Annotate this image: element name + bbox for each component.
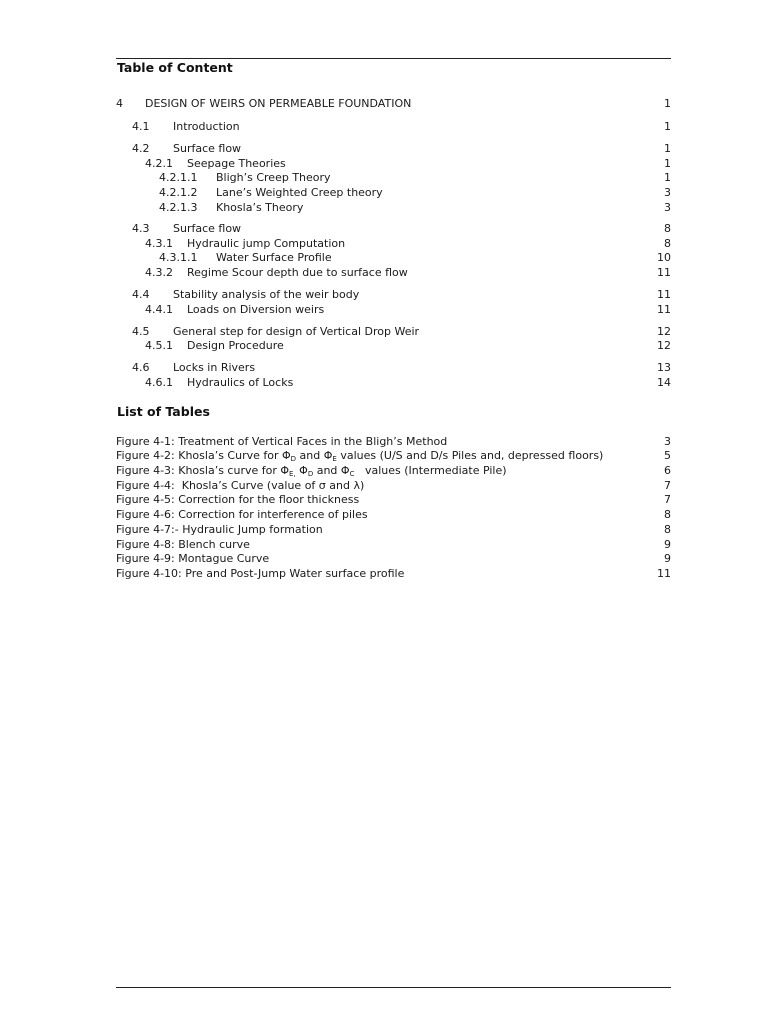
toc-page: 12 bbox=[657, 339, 671, 352]
figure-page: 6 bbox=[664, 464, 671, 477]
toc-entry[interactable] bbox=[116, 376, 671, 390]
toc-page: 3 bbox=[664, 201, 671, 214]
toc-page: 1 bbox=[664, 142, 671, 155]
toc-entry[interactable] bbox=[116, 120, 671, 134]
toc-title: Surface flow bbox=[173, 222, 242, 235]
toc-number: 4.6.1 bbox=[145, 376, 173, 389]
figure-entry[interactable] bbox=[116, 479, 671, 493]
toc-title: Locks in Rivers bbox=[173, 361, 256, 374]
toc-title: Seepage Theories bbox=[187, 157, 286, 170]
toc-number: 4.5 bbox=[132, 325, 150, 338]
list-of-tables-heading: List of Tables bbox=[117, 404, 210, 419]
toc-page: 11 bbox=[657, 266, 671, 279]
toc-page: 12 bbox=[657, 325, 671, 338]
toc-number: 4.3 bbox=[132, 222, 150, 235]
toc-entry[interactable] bbox=[116, 325, 671, 339]
toc-title: General step for design of Vertical Drop Weir bbox=[173, 325, 420, 338]
toc-entry[interactable] bbox=[116, 201, 671, 215]
toc-title: Hydraulic jump Computation bbox=[187, 237, 346, 250]
figure-entry[interactable] bbox=[116, 493, 671, 507]
toc-entry[interactable] bbox=[116, 97, 671, 111]
toc-title: DESIGN OF WEIRS ON PERMEABLE FOUNDATION bbox=[145, 97, 412, 110]
toc-number: 4.2.1.2 bbox=[159, 186, 198, 199]
figure-page: 5 bbox=[664, 449, 671, 462]
toc-title: Surface flow bbox=[173, 142, 242, 155]
toc-page: 8 bbox=[664, 222, 671, 235]
bottom-rule bbox=[116, 987, 671, 988]
toc-title: Stability analysis of the weir body bbox=[173, 288, 360, 301]
toc-number: 4.3.1 bbox=[145, 237, 173, 250]
toc-page: 1 bbox=[664, 171, 671, 184]
figure-page: 11 bbox=[657, 567, 671, 580]
figure-entry[interactable] bbox=[116, 538, 671, 552]
toc-page: 1 bbox=[664, 120, 671, 133]
toc-entry[interactable] bbox=[116, 303, 671, 317]
toc-page: 10 bbox=[657, 251, 671, 264]
figure-entry[interactable] bbox=[116, 552, 671, 566]
toc-entry[interactable] bbox=[116, 142, 671, 156]
figure-title: Figure 4-1: Treatment of Vertical Faces in the Bligh’s Method bbox=[116, 435, 448, 448]
toc-page: 13 bbox=[657, 361, 671, 374]
toc-entry[interactable] bbox=[116, 171, 671, 185]
toc-entry[interactable] bbox=[116, 266, 671, 280]
figure-page: 7 bbox=[664, 493, 671, 506]
toc-title: Hydraulics of Locks bbox=[187, 376, 294, 389]
toc-title: Lane’s Weighted Creep theory bbox=[216, 186, 383, 199]
toc-title: Loads on Diversion weirs bbox=[187, 303, 325, 316]
toc-page: 1 bbox=[664, 157, 671, 170]
toc-title: Bligh’s Creep Theory bbox=[216, 171, 331, 184]
toc-page: 14 bbox=[657, 376, 671, 389]
toc-title: Introduction bbox=[173, 120, 240, 133]
toc-entry[interactable] bbox=[116, 222, 671, 236]
toc-entry[interactable] bbox=[116, 186, 671, 200]
toc-entry[interactable] bbox=[116, 361, 671, 375]
toc-page: 3 bbox=[664, 186, 671, 199]
figure-page: 8 bbox=[664, 523, 671, 536]
top-rule bbox=[116, 58, 671, 59]
figure-title: Figure 4-5: Correction for the floor thickness bbox=[116, 493, 360, 506]
toc-number: 4.1 bbox=[132, 120, 150, 133]
toc-number: 4.6 bbox=[132, 361, 150, 374]
figure-page: 3 bbox=[664, 435, 671, 448]
toc-page: 11 bbox=[657, 288, 671, 301]
toc-entry[interactable] bbox=[116, 237, 671, 251]
figure-title: Figure 4-2: Khosla’s Curve for $\Phi_D$ and $\Phi_E$ values (U/S and D/s Piles and, depressed floors) bbox=[116, 449, 604, 463]
figure-title: Figure 4-7:- Hydraulic Jump formation bbox=[116, 523, 323, 536]
toc-entry[interactable] bbox=[116, 288, 671, 302]
toc-entry[interactable] bbox=[116, 339, 671, 353]
figure-title: Figure 4-3: Khosla’s curve for $\Phi_{E,}$ $\Phi_D$ and $\Phi_C$ values (Intermediate Pile) bbox=[116, 464, 507, 478]
figure-entry[interactable] bbox=[116, 567, 671, 581]
figure-page: 7 bbox=[664, 479, 671, 492]
figure-page: 8 bbox=[664, 508, 671, 521]
figure-title: Figure 4-10: Pre and Post-Jump Water surface profile bbox=[116, 567, 405, 580]
toc-entry[interactable] bbox=[116, 157, 671, 171]
figure-entry[interactable] bbox=[116, 508, 671, 522]
toc-number: 4.2.1.3 bbox=[159, 201, 198, 214]
figure-page: 9 bbox=[664, 552, 671, 565]
toc-number: 4.5.1 bbox=[145, 339, 173, 352]
figure-title: Figure 4-8: Blench curve bbox=[116, 538, 250, 551]
toc-page: 8 bbox=[664, 237, 671, 250]
figure-entry[interactable] bbox=[116, 435, 671, 449]
toc-title: Khosla’s Theory bbox=[216, 201, 304, 214]
toc-number: 4.2.1.1 bbox=[159, 171, 198, 184]
toc-page: 1 bbox=[664, 97, 671, 110]
figure-title: Figure 4-9: Montague Curve bbox=[116, 552, 270, 565]
figure-title: Figure 4-6: Correction for interference of piles bbox=[116, 508, 368, 521]
toc-title: Water Surface Profile bbox=[216, 251, 332, 264]
figure-page: 9 bbox=[664, 538, 671, 551]
toc-number: 4.3.2 bbox=[145, 266, 173, 279]
toc-number: 4 bbox=[116, 97, 123, 110]
toc-title: Regime Scour depth due to surface flow bbox=[187, 266, 408, 279]
toc-number: 4.4 bbox=[132, 288, 150, 301]
figure-title: Figure 4-4: Khosla’s Curve (value of σ and λ) bbox=[116, 479, 365, 492]
figure-entry[interactable] bbox=[116, 523, 671, 537]
figure-entry[interactable] bbox=[116, 449, 671, 463]
toc-heading: Table of Content bbox=[117, 60, 233, 75]
toc-number: 4.2 bbox=[132, 142, 150, 155]
toc-number: 4.4.1 bbox=[145, 303, 173, 316]
toc-entry[interactable] bbox=[116, 251, 671, 265]
toc-title: Design Procedure bbox=[187, 339, 284, 352]
toc-number: 4.2.1 bbox=[145, 157, 173, 170]
toc-number: 4.3.1.1 bbox=[159, 251, 198, 264]
toc-page: 11 bbox=[657, 303, 671, 316]
figure-entry[interactable] bbox=[116, 464, 671, 478]
